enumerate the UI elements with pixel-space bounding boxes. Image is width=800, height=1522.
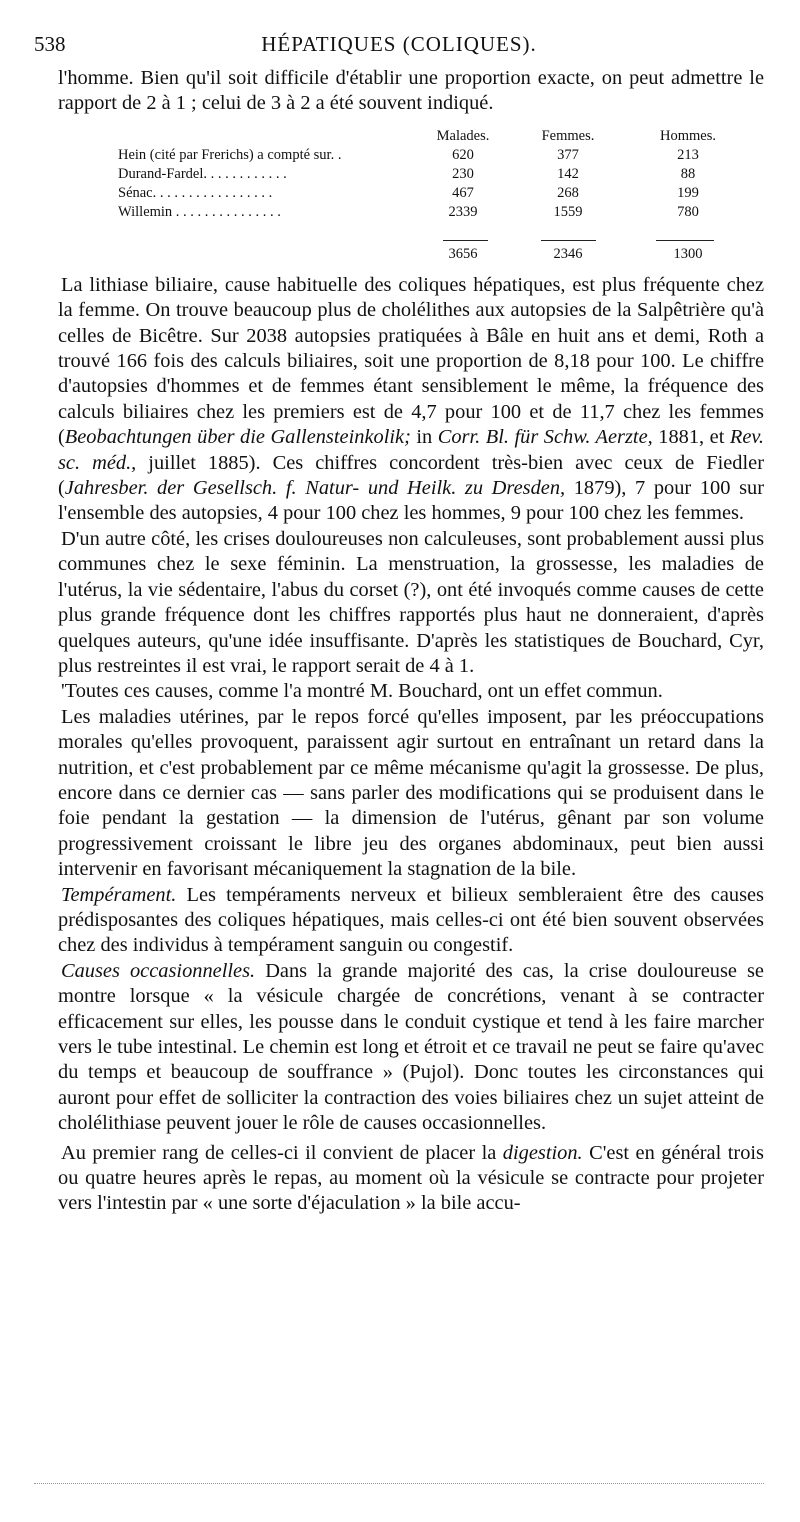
row-femmes: 142 — [557, 165, 579, 182]
row-label: Willemin . . . . . . . . . . . . . . . — [118, 203, 281, 220]
total-femmes: 2346 — [553, 245, 583, 262]
table-row — [58, 203, 764, 221]
section-title: Causes occasionnelles. — [61, 959, 256, 982]
row-hommes: 780 — [677, 203, 699, 220]
header-hommes: Hommes. — [660, 127, 716, 144]
intro-paragraph: l'homme. Bien qu'il soit difficile d'établir une proportion exacte, on peut admettre le rapport de 2 à 1 ; celui de 3 à 2 a été souvent indiqué. — [58, 67, 764, 115]
header-femmes: Femmes. — [541, 127, 595, 144]
row-label: Durand-Fardel. . . . . . . . . . . . — [118, 165, 287, 182]
row-malades: 467 — [452, 184, 474, 201]
row-malades: 2339 — [448, 203, 478, 220]
paragraph-text: 1881, et — [652, 426, 730, 449]
citation: Rev. sc. méd., — [58, 426, 765, 474]
page-number: 538 — [34, 32, 66, 56]
total-rule-malades — [443, 240, 488, 241]
page-bottom-rule — [34, 1483, 764, 1484]
citation: Beobachtungen über die Gallensteinkolik; — [64, 426, 411, 449]
section-title: Tempérament. — [61, 883, 177, 906]
statistics-table — [58, 127, 764, 265]
table-row — [58, 165, 764, 183]
paragraph-text: juillet 1885). Ces chiffres concordent très-bien avec ceux de Fiedler ( — [58, 451, 764, 500]
citation: Jahresber. der Gesellsch. f. Natur- und Heilk. zu Dresden, — [64, 477, 566, 500]
row-hommes: 213 — [677, 146, 699, 163]
paragraph-text: Au premier rang de celles-ci il convient de placer la — [61, 1141, 503, 1164]
table-row — [58, 184, 764, 202]
running-title: HÉPATIQUES (COLIQUES). — [261, 32, 537, 56]
row-label: Sénac. . . . . . . . . . . . . . . . . — [118, 184, 273, 201]
row-femmes: 268 — [557, 184, 579, 201]
table-row — [58, 146, 764, 164]
citation: Corr. Bl. für Schw. Aerzte, — [437, 426, 653, 449]
total-rule-femmes — [541, 240, 596, 241]
page-header — [34, 32, 764, 62]
row-femmes: 377 — [557, 146, 579, 163]
row-malades: 620 — [452, 146, 474, 163]
total-hommes: 1300 — [673, 245, 703, 262]
row-malades: 230 — [452, 165, 474, 182]
paragraph-text: Dans la grande majorité des cas, la crise douloureuse se montre lorsque « la vésicule chargée de concrétions, venant à se contracter efficacement sur elles, les pousse dans le conduit cystique et tend à les faire marcher vers le tube intestinal. Le chemin est long et étroit et ce travail ne peut se faire qu'avec du temps et beaucoup de souffrance » (Pujol). Donc toutes les circonstances qui auront pour effet de solliciter la contraction des voies biliaires chez un sujet atteint de cholélithiase peuvent jouer le rôle de causes occasionnelles. — [58, 959, 764, 1135]
paragraph-text: C'est en général trois ou quatre heures après le repas, au moment où la vésicule se contracte pour projeter vers l'intestin par « une sorte d'éjaculation » la bile accu- — [58, 1141, 764, 1215]
row-hommes: 88 — [680, 165, 696, 182]
row-label: Hein (cité par Frerichs) a compté sur. . — [118, 146, 342, 163]
row-femmes: 1559 — [553, 203, 583, 220]
total-rule-hommes — [656, 240, 714, 241]
header-malades: Malades. — [436, 127, 490, 144]
total-malades: 3656 — [448, 245, 478, 262]
paragraph-crises: D'un autre côté, les crises douloureuses non calculeuses, sont probablement aussi plus communes chez le sexe féminin. La menstruation, la grossesse, les maladies de l'utérus, la vie sédentaire, l'abus du corset (?), ont été invoqués comme causes de cette plus grande fréquence dont les chiffres rapportés plus haut ne donneraient, d'après quelques auteurs, qu'une idée insuffisante. D'après les statistiques de Bouchard, Cyr, plus restreintes il est vrai, le rapport serait de 4 à 1. — [58, 527, 764, 677]
paragraph-text: La lithiase biliaire, cause habituelle des coliques hépatiques, est plus fréquente chez la femme. On trouve beaucoup plus de cholélithes aux autopsies de la Salpêtrière qu'à celles de Bicêtre. Sur 2038 autopsies pratiquées à Bâle en huit ans et demi, Roth a trouvé 166 fois des calculs biliaires, soit une proportion de 8,18 pour 100. Le chiffre d'autopsies d'hommes et de femmes étant sensiblement le même, la fréquence des calculs biliaires chez les premiers est de 4,7 pour 100 et de 11,7 chez les femmes — [58, 273, 764, 423]
page-body — [58, 66, 764, 1217]
table-totals — [58, 245, 764, 263]
paragraph-maladies-uterines: Les maladies utérines, par le repos forcé qu'elles imposent, par les préoccupations morales qu'elles provoquent, paraissent agir surtout en entraînant un retard dans la nutrition, et c'est probablement par ce même mécanisme qu'agit la grossesse. De plus, encore dans ce dernier cas — sans parler des modifications qui se produisent dans le foie pendant la gestation — la dimension de l'utérus, gênant par son volume progressivement croissant le libre jeu des organes abdominaux, peut bien aussi intervenir en favorisant mécaniquement la stagnation de la bile. — [58, 705, 764, 881]
table-header — [58, 127, 764, 145]
paragraph-temperament — [58, 883, 764, 959]
paragraph-text: 1879), 7 pour 100 sur l'ensemble des autopsies, 4 pour 100 chez les hommes, 9 pour 100 chez les femmes. — [58, 477, 764, 525]
paragraph-text: Les tempéraments nerveux et bilieux sembleraient être des causes prédisposantes des coliques hépatiques, mais celles-ci ont été bien souvent observées chez des individus à tempérament sanguin ou congestif. — [58, 883, 764, 957]
paragraph-text: in — [410, 426, 438, 449]
paragraph-causes: 'Toutes ces causes, comme l'a montré M. Bouchard, ont un effet commun. — [61, 680, 663, 703]
paragraph-lithiase: La lithiase biliaire, cause habituelle des coliques hépatiques, est plus fréquente chez la femme. On trouve beaucoup plus de cholélithes aux autopsies de la Salpêtrière qu'à celles de Bicêtre. Sur 2038 autopsies pratiquées à Bâle en huit ans et demi, Roth a trouvé 166 fois des calculs biliaires, soit une proportion de 8,18 pour 100. Le chiffre d'autopsies d'hommes et de femmes étant sensiblement le même, la fréquence des calculs biliaires chez les premiers est de 4,7 pour 100 et de 11,7 chez les femmes (Beobachtungen über die Gallensteinkolik; in Corr. Bl. für Schw. Aerzte, 1881, et Rev. sc. méd., juillet 1885). Ces chiffres concordent très-bien avec ceux de Fiedler (Jahresber. der Gesellsch. f. Natur- und Heilk. zu Dresden, 1879), 7 pour 100 sur l'ensemble des autopsies, 4 pour 100 chez les hommes, 9 pour 100 chez les femmes. — [58, 273, 765, 525]
emphasis-term: digestion. — [502, 1141, 583, 1164]
paragraph-causes-occasionnelles — [58, 959, 764, 1137]
row-hommes: 199 — [677, 184, 699, 201]
paragraph-digestion — [58, 1141, 764, 1217]
